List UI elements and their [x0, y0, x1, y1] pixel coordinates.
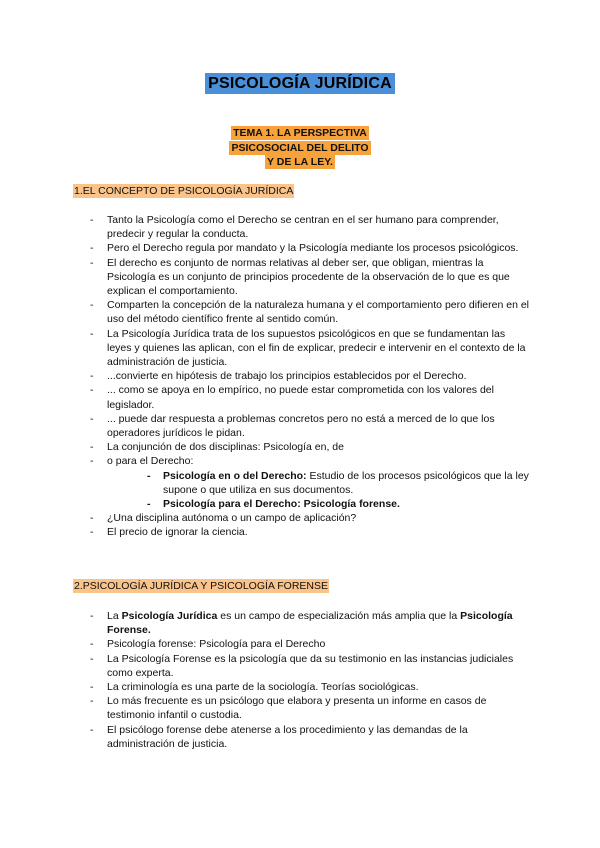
tema-heading [0, 126, 600, 170]
document-title-text: PSICOLOGÍA JURÍDICA [205, 73, 395, 94]
list-item: - El psicólogo forense debe atenerse a los procedimiento y las demandas de la administración de justicia. [90, 723, 530, 751]
tema-line: PSICOSOCIAL DEL DELITO [231, 141, 369, 154]
section2-heading [73, 580, 329, 592]
list-item: - La Psicología Jurídica trata de los supuestos psicológicos en que se fundamentan las leyes y quienes las aplican, con el fin de explicar, predecir e intervenir en el contexto de la administración de justicia. [90, 327, 530, 370]
list-item: - ¿Una disciplina autónoma o un campo de aplicación? [90, 511, 530, 525]
list-item-text: o para el Derecho: [107, 455, 194, 468]
section1-list [90, 213, 530, 540]
document-title [0, 75, 600, 93]
section1-heading [73, 185, 294, 197]
list-item: - Comparten la concepción de la naturaleza humana y el comportamiento pero difieren en el uso del método científico frente al sentido común. [90, 298, 530, 326]
tema-line: TEMA 1. LA PERSPECTIVA [233, 127, 367, 139]
sub-item-bold: Psicología para el Derecho: Psicología forense. [163, 498, 400, 511]
list-item: - ... como se apoya en lo empírico, no puede estar comprometida con los valores del legislador. [90, 383, 530, 411]
section2-list [90, 609, 530, 751]
text-run: es un campo de especialización más amplia que la [217, 610, 461, 622]
section1-heading-text: 1.EL CONCEPTO DE PSICOLOGÍA JURÍDICA [74, 185, 294, 197]
sub-item-bold: Psicología en o del Derecho: [163, 469, 307, 482]
list-item: - La Psicología Forense es la psicología que da su testimonio en las instancias judiciales como experta. [90, 652, 530, 680]
text-run: La [107, 610, 122, 622]
list-item: - ... puede dar respuesta a problemas concretos pero no está a merced de lo que los operadores jurídicos le pidan. [90, 412, 530, 440]
list-item [90, 609, 530, 637]
list-item: - Psicología forense: Psicología para el Derecho [90, 637, 530, 651]
list-item: - La conjunción de dos disciplinas: Psicología en, de [90, 440, 530, 454]
sub-item-text: Estudio de los procesos psicológicos que la ley supone o que utiliza en sus documentos. [163, 469, 529, 496]
bold-term: Psicología Jurídica [121, 610, 218, 622]
tema-line: Y DE LA LEY. [267, 156, 333, 168]
list-item: - Lo más frecuente es un psicólogo que elabora y presenta un informe en casos de testimonio infantil o custodia. [90, 694, 530, 722]
bold-term: Psicología Forense. [107, 610, 513, 637]
sub-list-item [147, 497, 530, 511]
list-item: - ...convierte en hipótesis de trabajo los principios establecidos por el Derecho. [90, 369, 530, 383]
list-item: - El derecho es conjunto de normas relativas al deber ser, que obligan, mientras la Psicología es un conjunto de principios procedente de la observación de lo que es que explican el comportamiento. [90, 256, 530, 299]
sub-list [107, 469, 530, 512]
list-item: - La criminología es una parte de la sociología. Teorías sociológicas. [90, 680, 530, 694]
sub-list-item [147, 469, 530, 497]
list-item [90, 454, 530, 511]
list-item: - El precio de ignorar la ciencia. [90, 525, 530, 539]
list-item: - Pero el Derecho regula por mandato y la Psicología mediante los procesos psicológicos. [90, 241, 530, 255]
section2-heading-text: 2.PSICOLOGÍA JURÍDICA Y PSICOLOGÍA FORENSE [74, 580, 329, 592]
list-item: - Tanto la Psicología como el Derecho se centran en el ser humano para comprender, predecir y regular la conducta. [90, 213, 530, 241]
